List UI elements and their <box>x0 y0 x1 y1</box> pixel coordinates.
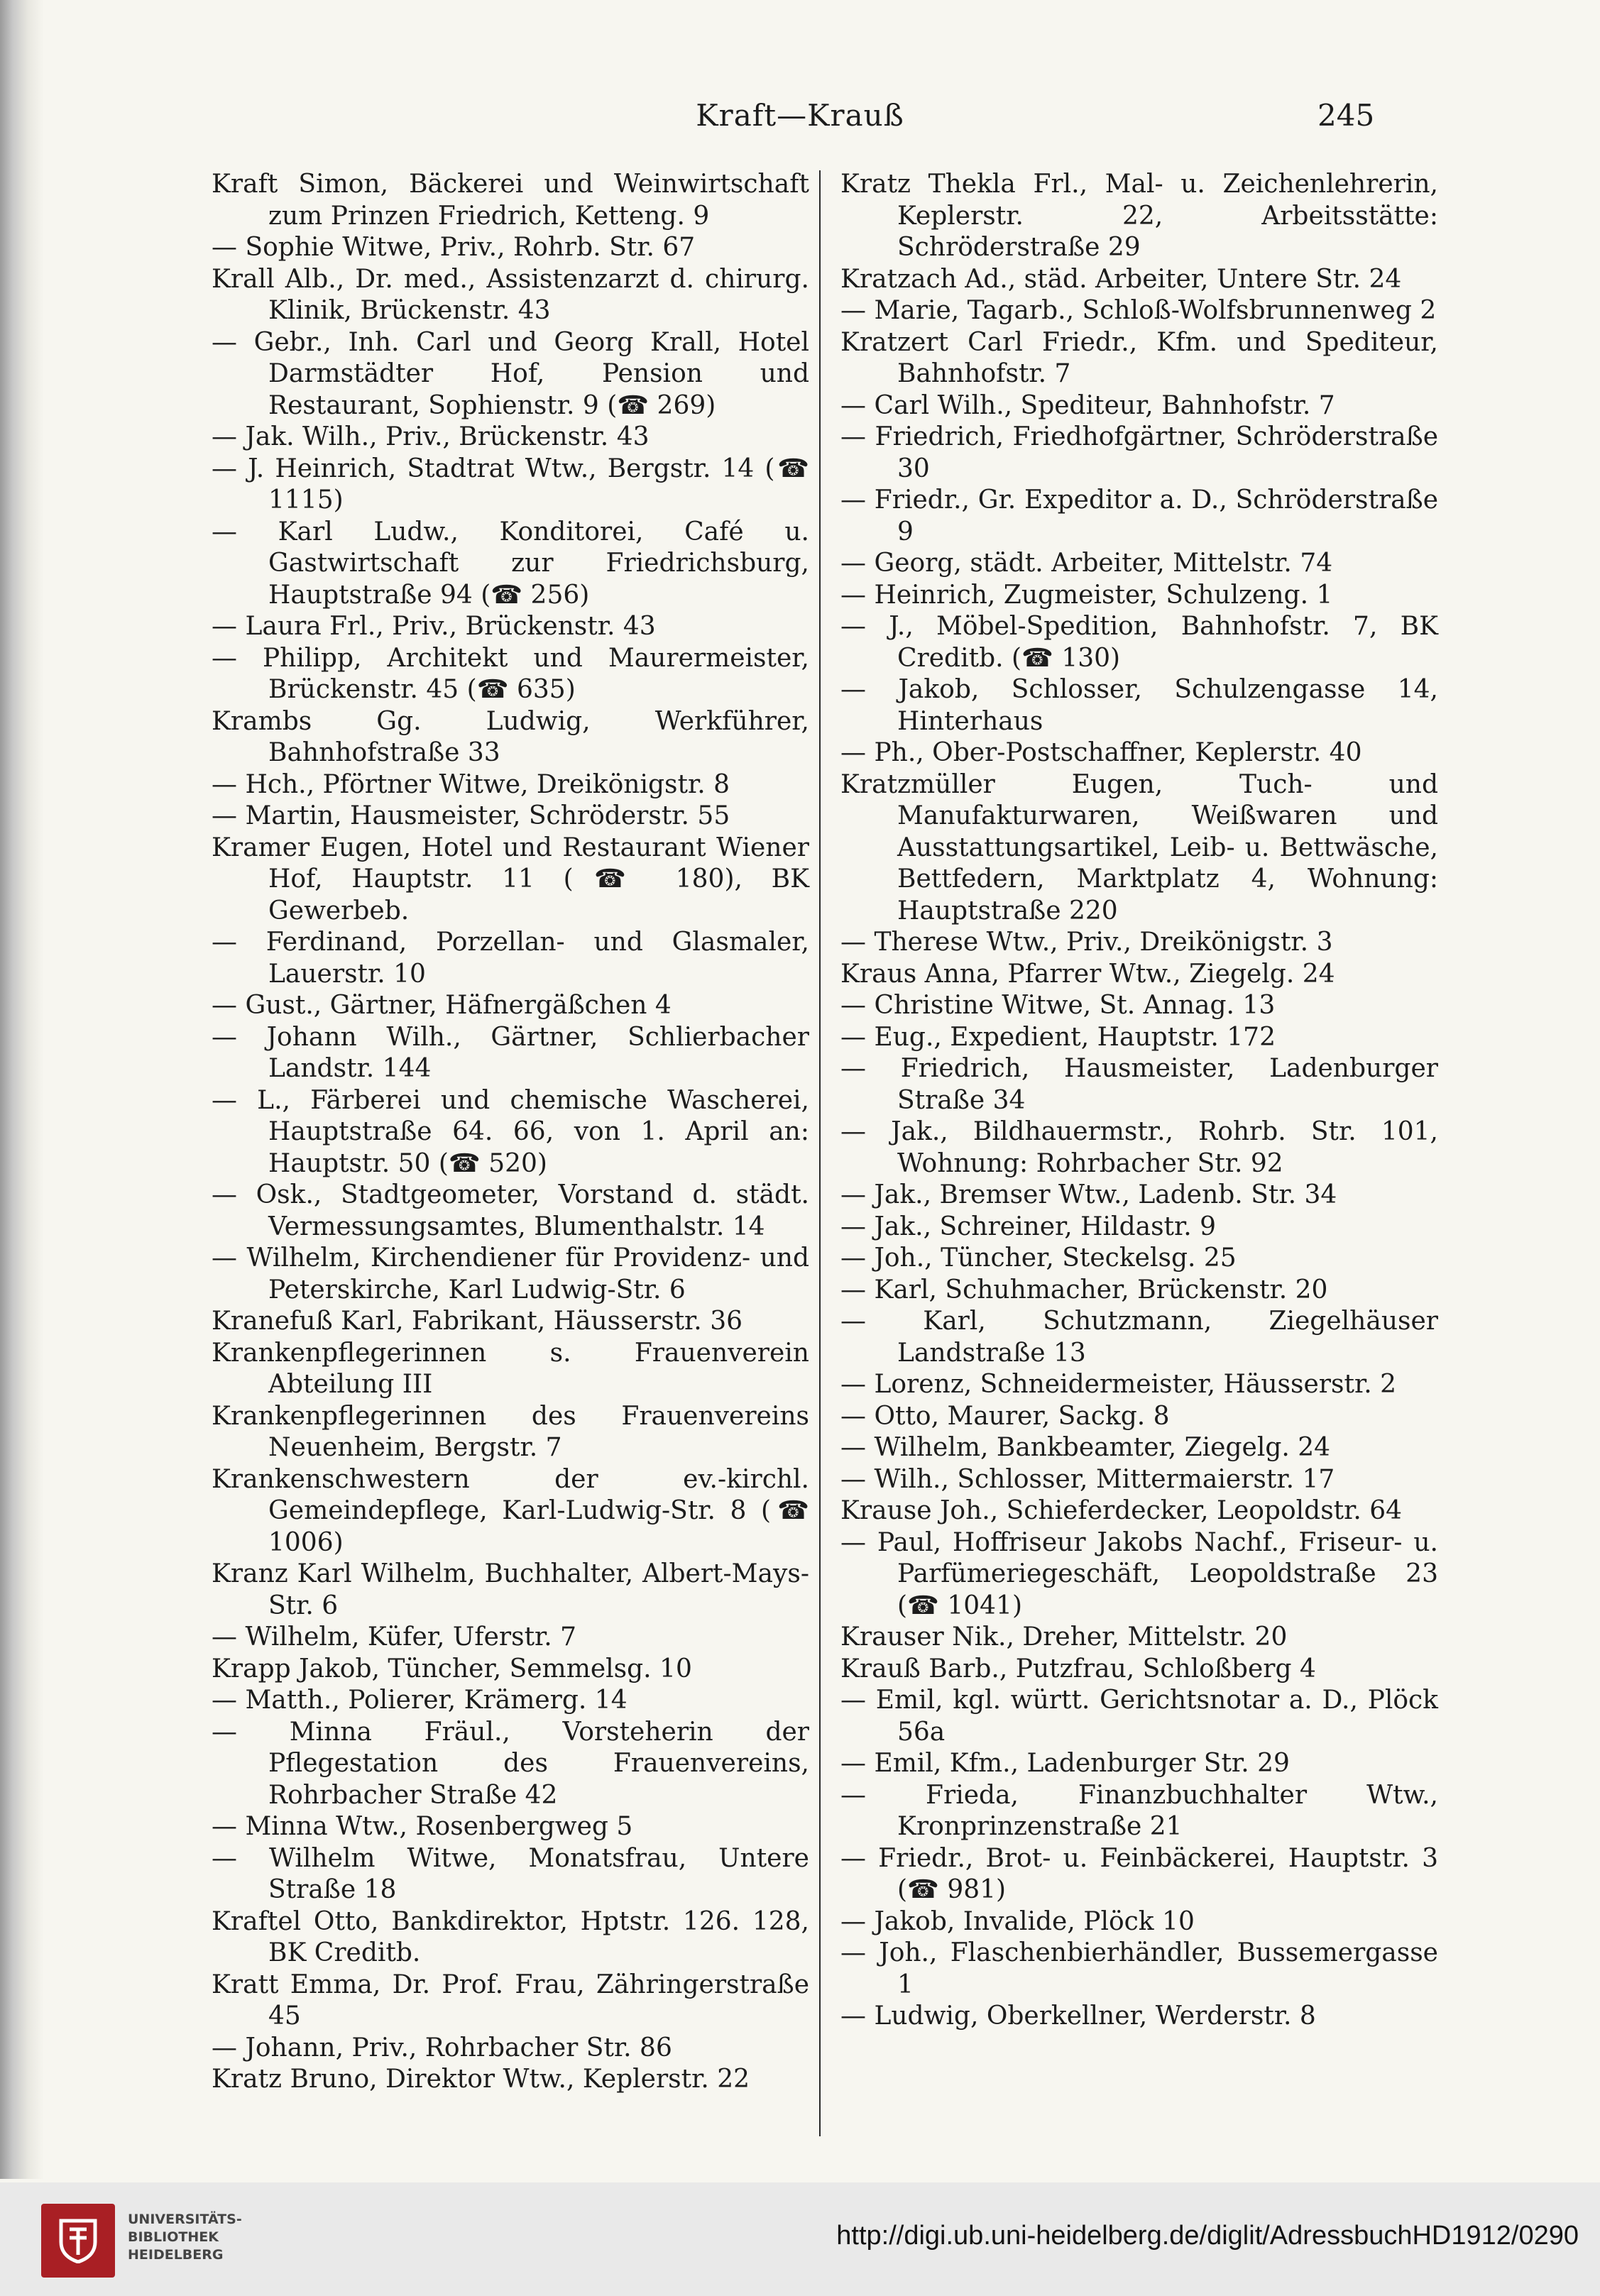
directory-entry <box>212 454 818 517</box>
directory-entry <box>840 580 1438 612</box>
directory-entry <box>840 1685 1447 1748</box>
entry-text: — Jak., Schreiner, Hildastr. 9 <box>840 1212 1217 1241</box>
book-binding-edge <box>0 0 44 2179</box>
entry-text: — Karl, Schutzmann, Ziegelhäuser Landstraße 13 <box>840 1307 1447 1368</box>
logo-line: HEIDELBERG <box>128 2247 224 2263</box>
entry-text: Kratt Emma, Dr. Prof. Frau, Zähringerstraße 45 <box>212 1970 818 2031</box>
directory-entry <box>840 1527 1447 1622</box>
directory-entry <box>840 927 1438 959</box>
directory-entry <box>212 1180 818 1243</box>
directory-entry <box>212 706 818 769</box>
entry-text: — Friedr., Brot- u. Feinbäckerei, Hauptstr. 3 (☎ 981) <box>840 1843 1447 1904</box>
entry-text: — Karl Ludw., Konditorei, Café u. Gastwirtschaft zur Friedrichsburg, Hauptstraße 94 (☎ 256) <box>212 517 818 610</box>
directory-entry <box>212 1559 809 1622</box>
entry-text: — Lorenz, Schneidermeister, Häusserstr. 2 <box>840 1370 1396 1399</box>
directory-entry <box>212 927 818 990</box>
directory-entry <box>212 801 809 833</box>
entry-text: — Jakob, Invalide, Plöck 10 <box>840 1906 1195 1936</box>
logo-shield-icon <box>58 2218 98 2263</box>
entry-text: — Karl, Schuhmacher, Brückenstr. 20 <box>840 1275 1328 1304</box>
directory-entry <box>212 1464 818 1559</box>
entry-text: Krambs Gg. Ludwig, Werkführer, Bahnhofstraße 33 <box>212 706 818 767</box>
page-running-head: Kraft—Krauß <box>696 98 904 133</box>
directory-entry <box>840 169 1447 264</box>
directory-entry <box>212 264 818 327</box>
entry-text: Kraus Anna, Pfarrer Wtw., Ziegelg. 24 <box>840 959 1335 989</box>
directory-entry <box>840 1748 1438 1780</box>
directory-entry <box>840 1053 1447 1116</box>
entry-text: — Wilhelm Witwe, Monatsfrau, Untere Straße 18 <box>212 1843 818 1904</box>
directory-entry <box>840 990 1438 1022</box>
entry-text: — Laura Frl., Priv., Brückenstr. 43 <box>212 612 656 641</box>
entry-text: Kranefuß Karl, Fabrikant, Häusserstr. 36 <box>212 1307 743 1336</box>
directory-entry <box>212 1843 818 1906</box>
logo-wordmark <box>128 2211 242 2264</box>
directory-entry <box>840 1243 1438 1275</box>
entry-text: — Friedrich, Friedhofgärtner, Schröderstraße 30 <box>840 422 1447 483</box>
directory-entry <box>840 959 1438 991</box>
entry-text: — J., Möbel-Spedition, Bahnhofstr. 7, BK Creditb. (☎ 130) <box>840 612 1447 673</box>
entry-text: — Georg, städt. Arbeiter, Mittelstr. 74 <box>840 549 1333 578</box>
directory-entry <box>212 1306 809 1338</box>
directory-entry <box>212 2033 809 2065</box>
directory-entry <box>840 1180 1438 1212</box>
directory-entry <box>212 1970 818 2033</box>
entry-text: — Ph., Ober-Postschaffner, Keplerstr. 40 <box>840 738 1362 767</box>
entry-text: — Johann Wilh., Gärtner, Schlierbacher Landstr. 144 <box>212 1022 818 1083</box>
directory-entry <box>840 611 1447 674</box>
entry-text: — Philipp, Architekt und Maurermeister, Brückenstr. 45 (☎ 635) <box>212 643 818 704</box>
directory-entry <box>840 1906 1438 1938</box>
directory-entry <box>212 1243 818 1306</box>
entry-text: — Therese Wtw., Priv., Dreikönigstr. 3 <box>840 928 1333 957</box>
directory-entry <box>840 1622 1438 1654</box>
entry-text: — Sophie Witwe, Priv., Rohrb. Str. 67 <box>212 233 696 262</box>
directory-entry <box>212 990 809 1022</box>
entry-text: Kratz Thekla Frl., Mal- u. Zeichenlehrerin, Keplerstr. 22, Arbeitsstätte: Schröderstraße 29 <box>840 170 1447 262</box>
directory-entry <box>840 422 1447 485</box>
directory-entry <box>840 1464 1438 1496</box>
entry-text: — Wilhelm, Küfer, Uferstr. 7 <box>212 1622 577 1652</box>
entry-text: — Friedr., Gr. Expeditor a. D., Schröderstraße 9 <box>840 485 1447 546</box>
directory-entry <box>840 1938 1447 2001</box>
directory-entry <box>840 674 1447 737</box>
entry-text: — Carl Wilh., Spediteur, Bahnhofstr. 7 <box>840 390 1335 420</box>
directory-entry <box>212 1717 818 1812</box>
entry-text: — Minna Fräul., Vorsteherin der Pflegestation des Frauenvereins, Rohrbacher Straße 42 <box>212 1717 818 1810</box>
entry-text: Kratz Bruno, Direktor Wtw., Keplerstr. 22 <box>212 2065 750 2094</box>
directory-entry <box>840 2001 1438 2033</box>
entry-text: Kratzert Carl Friedr., Kfm. und Spediteur, Bahnhofstr. 7 <box>840 327 1447 388</box>
directory-entry <box>212 611 809 643</box>
entry-text: — Martin, Hausmeister, Schröderstr. 55 <box>212 801 730 830</box>
directory-entry <box>212 1085 818 1180</box>
entry-text: Kratzmüller Eugen, Tuch- und Manufakturwaren, Weißwaren und Ausstattungsartikel, Leib- u. Bettwäsche, Bettfedern, Marktplatz 4, Wohnung: Hauptstraße 220 <box>840 769 1447 925</box>
directory-entry <box>840 1212 1438 1243</box>
directory-entry <box>212 232 809 264</box>
directory-entry <box>840 1306 1447 1369</box>
right-column <box>840 169 1447 2033</box>
logo-line: BIBLIOTHEK <box>128 2229 219 2245</box>
university-logo-icon[interactable] <box>41 2204 115 2278</box>
directory-entry <box>840 1654 1438 1686</box>
directory-entry <box>840 737 1438 769</box>
entry-text: — Emil, Kfm., Ladenburger Str. 29 <box>840 1749 1290 1778</box>
directory-entry <box>840 1401 1438 1433</box>
entry-text: — Gust., Gärtner, Häfnergäßchen 4 <box>212 991 672 1020</box>
directory-entry <box>840 1116 1447 1180</box>
page-number: 245 <box>1317 98 1375 133</box>
directory-entry <box>212 1622 809 1654</box>
entry-text: — Jak., Bremser Wtw., Ladenb. Str. 34 <box>840 1180 1337 1209</box>
entry-text: — Osk., Stadtgeometer, Vorstand d. städt. Vermessungsamtes, Blumenthalstr. 14 <box>212 1180 818 1241</box>
entry-text: — Wilh., Schlosser, Mittermaierstr. 17 <box>840 1464 1335 1494</box>
entry-text: — Gebr., Inh. Carl und Georg Krall, Hotel Darmstädter Hof, Pension und Restaurant, Sophienstr. 9 (☎ 269) <box>212 327 818 420</box>
entry-text: — Christine Witwe, St. Annag. 13 <box>840 991 1276 1020</box>
entry-text: Krauß Barb., Putzfrau, Schloßberg 4 <box>840 1654 1316 1683</box>
entry-text: — Joh., Tüncher, Steckelsg. 25 <box>840 1243 1237 1273</box>
entry-text: Kratzach Ad., städ. Arbeiter, Untere Str. 24 <box>840 264 1402 294</box>
directory-entry <box>840 1495 1438 1527</box>
directory-entry <box>212 2064 809 2096</box>
entry-text: — Jak., Bildhauermstr., Rohrb. Str. 101, Wohnung: Rohrbacher Str. 92 <box>840 1117 1447 1178</box>
directory-entry <box>840 548 1438 580</box>
directory-entry <box>212 327 818 422</box>
entry-text: — Matth., Polierer, Krämerg. 14 <box>212 1686 628 1715</box>
directory-entry <box>840 485 1447 548</box>
directory-entry <box>212 517 818 612</box>
entry-text: — Emil, kgl. württ. Gerichtsnotar a. D., Plöck 56a <box>840 1686 1447 1747</box>
entry-text: Krankenschwestern der ev.-kirchl. Gemeindepflege, Karl-Ludwig-Str. 8 (☎ 1006) <box>212 1464 818 1557</box>
entry-text: — Otto, Maurer, Sackg. 8 <box>840 1401 1170 1431</box>
directory-entry <box>840 1780 1447 1843</box>
entry-text: — Johann, Priv., Rohrbacher Str. 86 <box>212 2033 672 2062</box>
directory-entry <box>212 1906 818 1970</box>
entry-text: — Frieda, Finanzbuchhalter Wtw., Kronprinzenstraße 21 <box>840 1780 1447 1841</box>
entry-text: Krankenpflegerinnen s. Frauenverein Abteilung III <box>212 1338 818 1399</box>
directory-entry <box>840 390 1438 422</box>
directory-entry <box>840 1275 1438 1307</box>
directory-entry <box>212 769 809 801</box>
entry-text: Krapp Jakob, Tüncher, Semmelsg. 10 <box>212 1654 692 1683</box>
entry-text: — Wilhelm, Kirchendiener für Providenz- und Peterskirche, Karl Ludwig-Str. 6 <box>212 1243 818 1304</box>
entry-text: — Ludwig, Oberkellner, Werderstr. 8 <box>840 2001 1316 2031</box>
directory-entry <box>212 422 809 454</box>
directory-entry <box>212 1811 809 1843</box>
entry-text: Kraftel Otto, Bankdirektor, Hptstr. 126. 128, BK Creditb. <box>212 1906 818 1967</box>
viewer-footer <box>0 2182 1600 2296</box>
directory-entry <box>212 833 818 928</box>
directory-entry <box>840 1432 1438 1464</box>
entry-text: — Jakob, Schlosser, Schulzengasse 14, Hinterhaus <box>840 675 1447 736</box>
entry-text: Kranz Karl Wilhelm, Buchhalter, Albert-Mays-Str. 6 <box>212 1559 809 1620</box>
entry-text: Krauser Nik., Dreher, Mittelstr. 20 <box>840 1622 1288 1652</box>
entry-text: — Friedrich, Hausmeister, Ladenburger Straße 34 <box>840 1054 1447 1115</box>
directory-entry <box>840 769 1447 928</box>
entry-text: — Joh., Flaschenbierhändler, Bussemergasse 1 <box>840 1938 1447 1999</box>
entry-text: — Jak. Wilh., Priv., Brückenstr. 43 <box>212 422 650 451</box>
logo-line: UNIVERSITÄTS- <box>128 2212 242 2227</box>
directory-entry <box>212 1401 818 1464</box>
entry-text: — Ferdinand, Porzellan- und Glasmaler, Lauerstr. 10 <box>212 928 818 989</box>
entry-text: — Minna Wtw., Rosenbergweg 5 <box>212 1812 633 1841</box>
entry-text: — Eug., Expedient, Hauptstr. 172 <box>840 1022 1276 1052</box>
directory-entry <box>212 1338 818 1401</box>
directory-entry <box>212 643 818 706</box>
left-column <box>212 169 818 2096</box>
entry-text: — Paul, Hoffriseur Jakobs Nachf., Friseur- u. Parfümeriegeschäft, Leopoldstraße 23 (☎ 1041) <box>840 1527 1447 1620</box>
entry-text: — Wilhelm, Bankbeamter, Ziegelg. 24 <box>840 1433 1331 1462</box>
entry-text: Krall Alb., Dr. med., Assistenzarzt d. chirurg. Klinik, Brückenstr. 43 <box>212 264 818 325</box>
directory-entry <box>212 1685 809 1717</box>
directory-entry <box>840 1843 1447 1906</box>
directory-entry <box>840 1022 1438 1054</box>
permalink-url[interactable]: http://digi.ub.uni-heidelberg.de/diglit/AdressbuchHD1912/0290 <box>836 2221 1579 2251</box>
entry-text: — Hch., Pförtner Witwe, Dreikönigstr. 8 <box>212 769 730 799</box>
entry-text: — L., Färberei und chemische Wascherei, Hauptstraße 64. 66, von 1. April an: Hauptstr. 50 (☎ 520) <box>212 1085 818 1178</box>
directory-entry <box>212 1654 809 1686</box>
entry-text: Kraft Simon, Bäckerei und Weinwirtschaft zum Prinzen Friedrich, Ketteng. 9 <box>212 170 818 231</box>
entry-text: — Marie, Tagarb., Schloß-Wolfsbrunnenweg 2 <box>840 296 1437 325</box>
entry-text: Krause Joh., Schieferdecker, Leopoldstr. 64 <box>840 1496 1403 1525</box>
entry-text: Krankenpflegerinnen des Frauenvereins Neuenheim, Bergstr. 7 <box>212 1401 818 1462</box>
entry-text: — Heinrich, Zugmeister, Schulzeng. 1 <box>840 580 1333 610</box>
column-rule <box>819 170 821 2136</box>
entry-text: Kramer Eugen, Hotel und Restaurant Wiener Hof, Hauptstr. 11 (☎ 180), BK Gewerbeb. <box>212 833 818 925</box>
entry-text: — J. Heinrich, Stadtrat Wtw., Bergstr. 14 (☎ 1115) <box>212 454 818 515</box>
directory-entry <box>212 169 818 232</box>
directory-entry <box>212 1022 818 1085</box>
directory-entry <box>840 1369 1438 1401</box>
directory-entry <box>840 327 1447 390</box>
directory-entry <box>840 264 1438 296</box>
directory-entry <box>840 295 1438 327</box>
